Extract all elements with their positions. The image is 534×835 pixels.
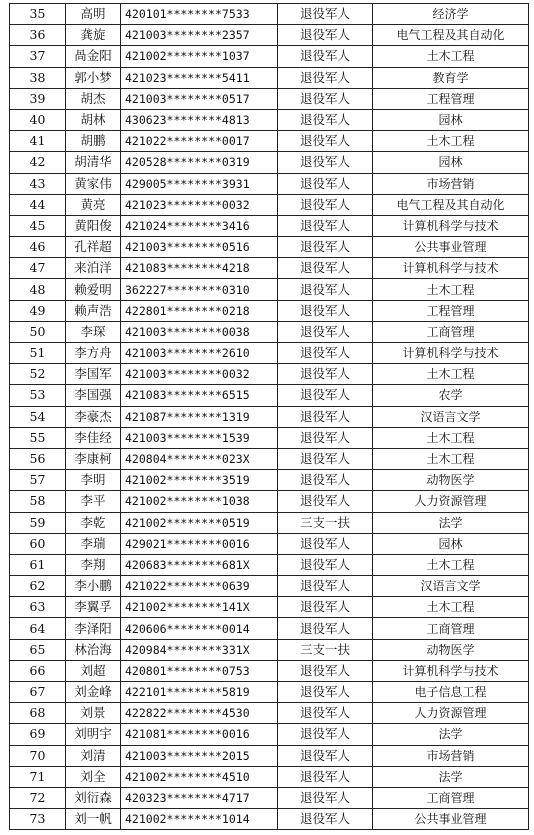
- row-number-cell: 43: [10, 173, 66, 194]
- table-row: [10, 427, 529, 448]
- table-row: [10, 533, 529, 554]
- category-cell: 退役军人: [278, 554, 373, 575]
- major-cell: 计算机科学与技术: [373, 343, 529, 364]
- id-number-cell: 421081********0016: [121, 724, 278, 745]
- row-number-cell: 56: [10, 448, 66, 469]
- category-cell: 退役军人: [278, 491, 373, 512]
- category-cell: 退役军人: [278, 173, 373, 194]
- category-cell: 退役军人: [278, 597, 373, 618]
- row-number-cell: 38: [10, 67, 66, 88]
- id-number-cell: 421003********0516: [121, 237, 278, 258]
- row-number-cell: 73: [10, 809, 66, 830]
- category-cell: 退役军人: [278, 766, 373, 787]
- major-cell: 土木工程: [373, 46, 529, 67]
- id-number-cell: 421002********141X: [121, 597, 278, 618]
- name-cell: 黄亮: [66, 194, 121, 215]
- name-cell: 李瑞: [66, 533, 121, 554]
- category-cell: 退役军人: [278, 152, 373, 173]
- name-cell: 赖声浩: [66, 300, 121, 321]
- id-number-cell: 421002********1038: [121, 491, 278, 512]
- category-cell: 退役军人: [278, 258, 373, 279]
- category-cell: 三支一扶: [278, 639, 373, 660]
- row-number-cell: 49: [10, 300, 66, 321]
- id-number-cell: 421003********2015: [121, 745, 278, 766]
- row-number-cell: 61: [10, 554, 66, 575]
- table-row: [10, 194, 529, 215]
- category-cell: 退役军人: [278, 703, 373, 724]
- row-number-cell: 57: [10, 470, 66, 491]
- category-cell: 退役军人: [278, 109, 373, 130]
- category-cell: 退役军人: [278, 576, 373, 597]
- name-cell: 李国强: [66, 385, 121, 406]
- id-number-cell: 429021********0016: [121, 533, 278, 554]
- id-number-cell: 421023********5411: [121, 67, 278, 88]
- row-number-cell: 69: [10, 724, 66, 745]
- table-row: [10, 215, 529, 236]
- id-number-cell: 421002********1014: [121, 809, 278, 830]
- table-row: [10, 809, 529, 830]
- table-row: [10, 724, 529, 745]
- major-cell: 工商管理: [373, 321, 529, 342]
- row-number-cell: 36: [10, 25, 66, 46]
- table-row: [10, 4, 529, 25]
- id-number-cell: 421002********3519: [121, 470, 278, 491]
- major-cell: 公共事业管理: [373, 809, 529, 830]
- category-cell: 退役军人: [278, 660, 373, 681]
- id-number-cell: 420804********023X: [121, 448, 278, 469]
- category-cell: 退役军人: [278, 4, 373, 25]
- name-cell: 李豪杰: [66, 406, 121, 427]
- id-number-cell: 420528********0319: [121, 152, 278, 173]
- id-number-cell: 421003********0032: [121, 364, 278, 385]
- name-cell: 李泽阳: [66, 618, 121, 639]
- table-row: [10, 576, 529, 597]
- major-cell: 农学: [373, 385, 529, 406]
- id-number-cell: 421022********0017: [121, 131, 278, 152]
- id-number-cell: 420323********4717: [121, 787, 278, 808]
- major-cell: 动物医学: [373, 639, 529, 660]
- category-cell: 退役军人: [278, 343, 373, 364]
- row-number-cell: 59: [10, 512, 66, 533]
- table-row: [10, 639, 529, 660]
- roster-table: [9, 3, 529, 830]
- name-cell: 刘明宇: [66, 724, 121, 745]
- row-number-cell: 37: [10, 46, 66, 67]
- major-cell: 园林: [373, 533, 529, 554]
- name-cell: 李明: [66, 470, 121, 491]
- major-cell: 人力资源管理: [373, 491, 529, 512]
- major-cell: 法学: [373, 512, 529, 533]
- name-cell: 胡杰: [66, 88, 121, 109]
- name-cell: 来泊洋: [66, 258, 121, 279]
- major-cell: 计算机科学与技术: [373, 258, 529, 279]
- id-number-cell: 421002********1037: [121, 46, 278, 67]
- name-cell: 李琛: [66, 321, 121, 342]
- row-number-cell: 70: [10, 745, 66, 766]
- name-cell: 李康柯: [66, 448, 121, 469]
- major-cell: 土木工程: [373, 448, 529, 469]
- name-cell: 胡鹏: [66, 131, 121, 152]
- row-number-cell: 39: [10, 88, 66, 109]
- row-number-cell: 53: [10, 385, 66, 406]
- table-row: [10, 131, 529, 152]
- name-cell: 刘景: [66, 703, 121, 724]
- major-cell: 土木工程: [373, 597, 529, 618]
- table-row: [10, 152, 529, 173]
- table-row: [10, 237, 529, 258]
- id-number-cell: 421083********6515: [121, 385, 278, 406]
- category-cell: 退役军人: [278, 67, 373, 88]
- major-cell: 园林: [373, 152, 529, 173]
- category-cell: 退役军人: [278, 470, 373, 491]
- table-row: [10, 88, 529, 109]
- major-cell: 工程管理: [373, 300, 529, 321]
- id-number-cell: 422822********4530: [121, 703, 278, 724]
- major-cell: 法学: [373, 766, 529, 787]
- row-number-cell: 65: [10, 639, 66, 660]
- category-cell: 退役军人: [278, 724, 373, 745]
- category-cell: 退役军人: [278, 46, 373, 67]
- table-row: [10, 279, 529, 300]
- row-number-cell: 40: [10, 109, 66, 130]
- category-cell: 退役军人: [278, 682, 373, 703]
- row-number-cell: 50: [10, 321, 66, 342]
- name-cell: 刘超: [66, 660, 121, 681]
- major-cell: 人力资源管理: [373, 703, 529, 724]
- row-number-cell: 44: [10, 194, 66, 215]
- name-cell: 刘一帆: [66, 809, 121, 830]
- table-row: [10, 554, 529, 575]
- name-cell: 刘金峰: [66, 682, 121, 703]
- table-row: [10, 618, 529, 639]
- major-cell: 土木工程: [373, 427, 529, 448]
- category-cell: 退役军人: [278, 131, 373, 152]
- id-number-cell: 421003********1539: [121, 427, 278, 448]
- row-number-cell: 41: [10, 131, 66, 152]
- id-number-cell: 421003********0038: [121, 321, 278, 342]
- category-cell: 退役军人: [278, 279, 373, 300]
- major-cell: 市场营销: [373, 173, 529, 194]
- category-cell: 退役军人: [278, 321, 373, 342]
- category-cell: 退役军人: [278, 237, 373, 258]
- name-cell: 林治海: [66, 639, 121, 660]
- category-cell: 退役军人: [278, 809, 373, 830]
- id-number-cell: 421003********0517: [121, 88, 278, 109]
- table-row: [10, 258, 529, 279]
- category-cell: 三支一扶: [278, 512, 373, 533]
- major-cell: 园林: [373, 109, 529, 130]
- id-number-cell: 421003********2357: [121, 25, 278, 46]
- id-number-cell: 421083********4218: [121, 258, 278, 279]
- major-cell: 土木工程: [373, 364, 529, 385]
- major-cell: 汉语言文学: [373, 576, 529, 597]
- table-row: [10, 321, 529, 342]
- id-number-cell: 422101********5819: [121, 682, 278, 703]
- name-cell: 李翔: [66, 554, 121, 575]
- name-cell: 胡林: [66, 109, 121, 130]
- category-cell: 退役军人: [278, 427, 373, 448]
- id-number-cell: 421023********0032: [121, 194, 278, 215]
- major-cell: 法学: [373, 724, 529, 745]
- row-number-cell: 55: [10, 427, 66, 448]
- row-number-cell: 47: [10, 258, 66, 279]
- name-cell: 郭小梦: [66, 67, 121, 88]
- table-row: [10, 660, 529, 681]
- category-cell: 退役军人: [278, 787, 373, 808]
- major-cell: 电气工程及其自动化: [373, 25, 529, 46]
- major-cell: 电气工程及其自动化: [373, 194, 529, 215]
- table-row: [10, 491, 529, 512]
- id-number-cell: 420101********7533: [121, 4, 278, 25]
- major-cell: 土木工程: [373, 279, 529, 300]
- category-cell: 退役军人: [278, 448, 373, 469]
- major-cell: 市场营销: [373, 745, 529, 766]
- id-number-cell: 421002********0519: [121, 512, 278, 533]
- table-row: [10, 512, 529, 533]
- row-number-cell: 35: [10, 4, 66, 25]
- name-cell: 李平: [66, 491, 121, 512]
- name-cell: 李乾: [66, 512, 121, 533]
- id-number-cell: 362227********0310: [121, 279, 278, 300]
- row-number-cell: 72: [10, 787, 66, 808]
- row-number-cell: 42: [10, 152, 66, 173]
- row-number-cell: 58: [10, 491, 66, 512]
- table-row: [10, 406, 529, 427]
- table-row: [10, 470, 529, 491]
- table-row: [10, 300, 529, 321]
- row-number-cell: 64: [10, 618, 66, 639]
- major-cell: 土木工程: [373, 554, 529, 575]
- id-number-cell: 420801********0753: [121, 660, 278, 681]
- id-number-cell: 420606********0014: [121, 618, 278, 639]
- name-cell: 胡清华: [66, 152, 121, 173]
- roster-table-body: [10, 4, 529, 830]
- id-number-cell: 421024********3416: [121, 215, 278, 236]
- id-number-cell: 421087********1319: [121, 406, 278, 427]
- table-row: [10, 703, 529, 724]
- roster-document: [9, 3, 528, 830]
- category-cell: 退役军人: [278, 745, 373, 766]
- major-cell: 公共事业管理: [373, 237, 529, 258]
- name-cell: 咼金阳: [66, 46, 121, 67]
- category-cell: 退役军人: [278, 364, 373, 385]
- name-cell: 李翼孚: [66, 597, 121, 618]
- major-cell: 动物医学: [373, 470, 529, 491]
- table-row: [10, 787, 529, 808]
- table-row: [10, 46, 529, 67]
- table-row: [10, 766, 529, 787]
- name-cell: 刘衍森: [66, 787, 121, 808]
- name-cell: 高明: [66, 4, 121, 25]
- id-number-cell: 421003********2610: [121, 343, 278, 364]
- name-cell: 李方舟: [66, 343, 121, 364]
- table-row: [10, 385, 529, 406]
- table-row: [10, 67, 529, 88]
- category-cell: 退役军人: [278, 88, 373, 109]
- table-row: [10, 109, 529, 130]
- row-number-cell: 67: [10, 682, 66, 703]
- major-cell: 工商管理: [373, 618, 529, 639]
- row-number-cell: 60: [10, 533, 66, 554]
- row-number-cell: 46: [10, 237, 66, 258]
- major-cell: 工程管理: [373, 88, 529, 109]
- table-row: [10, 364, 529, 385]
- category-cell: 退役军人: [278, 194, 373, 215]
- row-number-cell: 71: [10, 766, 66, 787]
- major-cell: 工商管理: [373, 787, 529, 808]
- name-cell: 刘全: [66, 766, 121, 787]
- major-cell: 计算机科学与技术: [373, 660, 529, 681]
- id-number-cell: 421022********0639: [121, 576, 278, 597]
- id-number-cell: 422801********0218: [121, 300, 278, 321]
- row-number-cell: 62: [10, 576, 66, 597]
- name-cell: 赖爱明: [66, 279, 121, 300]
- category-cell: 退役军人: [278, 533, 373, 554]
- row-number-cell: 52: [10, 364, 66, 385]
- category-cell: 退役军人: [278, 618, 373, 639]
- id-number-cell: 420683********681X: [121, 554, 278, 575]
- name-cell: 李佳经: [66, 427, 121, 448]
- table-row: [10, 597, 529, 618]
- major-cell: 汉语言文学: [373, 406, 529, 427]
- table-row: [10, 25, 529, 46]
- name-cell: 刘清: [66, 745, 121, 766]
- name-cell: 龚旋: [66, 25, 121, 46]
- major-cell: 计算机科学与技术: [373, 215, 529, 236]
- table-row: [10, 448, 529, 469]
- id-number-cell: 421002********4510: [121, 766, 278, 787]
- name-cell: 黄家伟: [66, 173, 121, 194]
- category-cell: 退役军人: [278, 215, 373, 236]
- id-number-cell: 420984********331X: [121, 639, 278, 660]
- row-number-cell: 51: [10, 343, 66, 364]
- row-number-cell: 54: [10, 406, 66, 427]
- name-cell: 孔祥超: [66, 237, 121, 258]
- id-number-cell: 429005********3931: [121, 173, 278, 194]
- major-cell: 教育学: [373, 67, 529, 88]
- table-row: [10, 682, 529, 703]
- major-cell: 电子信息工程: [373, 682, 529, 703]
- name-cell: 黄阳俊: [66, 215, 121, 236]
- major-cell: 土木工程: [373, 131, 529, 152]
- major-cell: 经济学: [373, 4, 529, 25]
- row-number-cell: 68: [10, 703, 66, 724]
- row-number-cell: 48: [10, 279, 66, 300]
- id-number-cell: 430623********4813: [121, 109, 278, 130]
- table-row: [10, 745, 529, 766]
- category-cell: 退役军人: [278, 25, 373, 46]
- category-cell: 退役军人: [278, 300, 373, 321]
- name-cell: 李国军: [66, 364, 121, 385]
- category-cell: 退役军人: [278, 385, 373, 406]
- row-number-cell: 63: [10, 597, 66, 618]
- category-cell: 退役军人: [278, 406, 373, 427]
- name-cell: 李小鹏: [66, 576, 121, 597]
- row-number-cell: 66: [10, 660, 66, 681]
- table-row: [10, 173, 529, 194]
- table-row: [10, 343, 529, 364]
- row-number-cell: 45: [10, 215, 66, 236]
